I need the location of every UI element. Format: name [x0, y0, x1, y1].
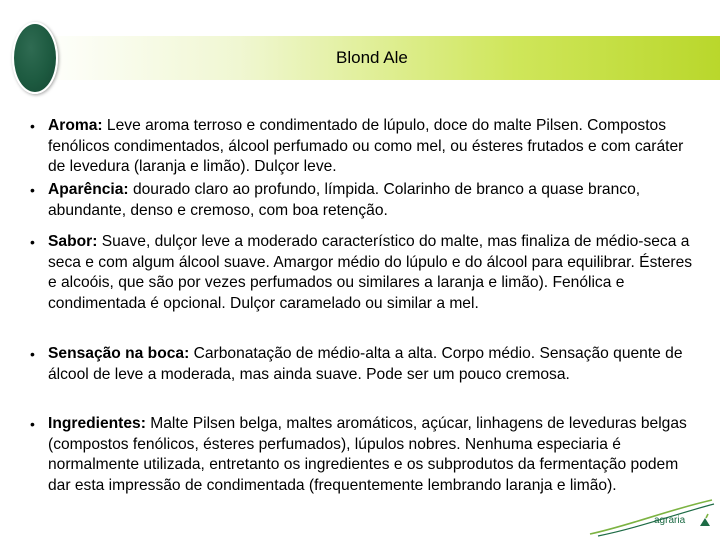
bullet-term: Ingredientes: [48, 415, 146, 432]
bullet-dot: • [30, 234, 35, 250]
bullet-term: Sensação na boca: [48, 345, 190, 362]
bullet-term: Aparência: [48, 181, 129, 198]
bullet-dot: • [30, 118, 35, 134]
swoosh-logo-icon [588, 496, 716, 538]
logo-text: agraria [654, 515, 686, 526]
bullet-term: Aroma: [48, 117, 103, 134]
bullet-dot: • [30, 416, 35, 432]
bullet-item-aparencia [0, 180, 698, 232]
agraria-logo [588, 496, 716, 538]
bullet-text: Leve aroma terroso e condimentado de lúpulo, doce do malte Pilsen. Compostos fenólicos condimentados, álcool perfumado ou como mel, ou ésteres frutados e com caráter de levedura (laranja e limão). Dulçor leve. [48, 117, 684, 175]
bullet-text: dourado claro ao profundo, límpida. Colarinho de branco a quase branco, abundante, denso e cremoso, com boa retenção. [48, 181, 641, 219]
bullet-item-ingredientes [0, 414, 698, 496]
title-circle-icon [12, 22, 58, 94]
slide-title: Blond Ale [336, 48, 408, 67]
bullet-term: Sabor: [48, 233, 98, 250]
bullet-text: Carbonatação de médio-alta a alta. Corpo médio. Sensação quente de álcool de leve a moderada, mas ainda suave. Pode ser um pouco cremosa. [48, 345, 683, 383]
bullet-dot: • [30, 346, 35, 362]
bullet-text: Malte Pilsen belga, maltes aromáticos, açúcar, linhagens de leveduras belgas (compostos fenólicos, ésteres perfumados), lúpulos nobres. Nenhuma especiaria é normalmente utilizada, entretanto os ingredientes e os subprodutos da fermentação podem dar esta impressão de condimentada (frequentemente lembrando laranja e limão). [48, 415, 687, 494]
bullet-item-aroma [0, 116, 698, 180]
bullet-dot: • [30, 182, 35, 198]
bullet-text: Suave, dulçor leve a moderado característico do malte, mas finaliza de médio-seca a seca e com algum álcool suave. Amargor médio do lúpulo e do álcool para equilibrar. Ésteres e alcoóis, que são por vezes perfumados ou similares a laranja e limão). Fenólica e condimentada é opcional. Dulçor caramelado ou similar a mel. [48, 233, 693, 312]
bullet-item-sensacao [0, 344, 698, 414]
bullet-list [0, 116, 720, 496]
bullet-item-sabor [0, 232, 698, 344]
